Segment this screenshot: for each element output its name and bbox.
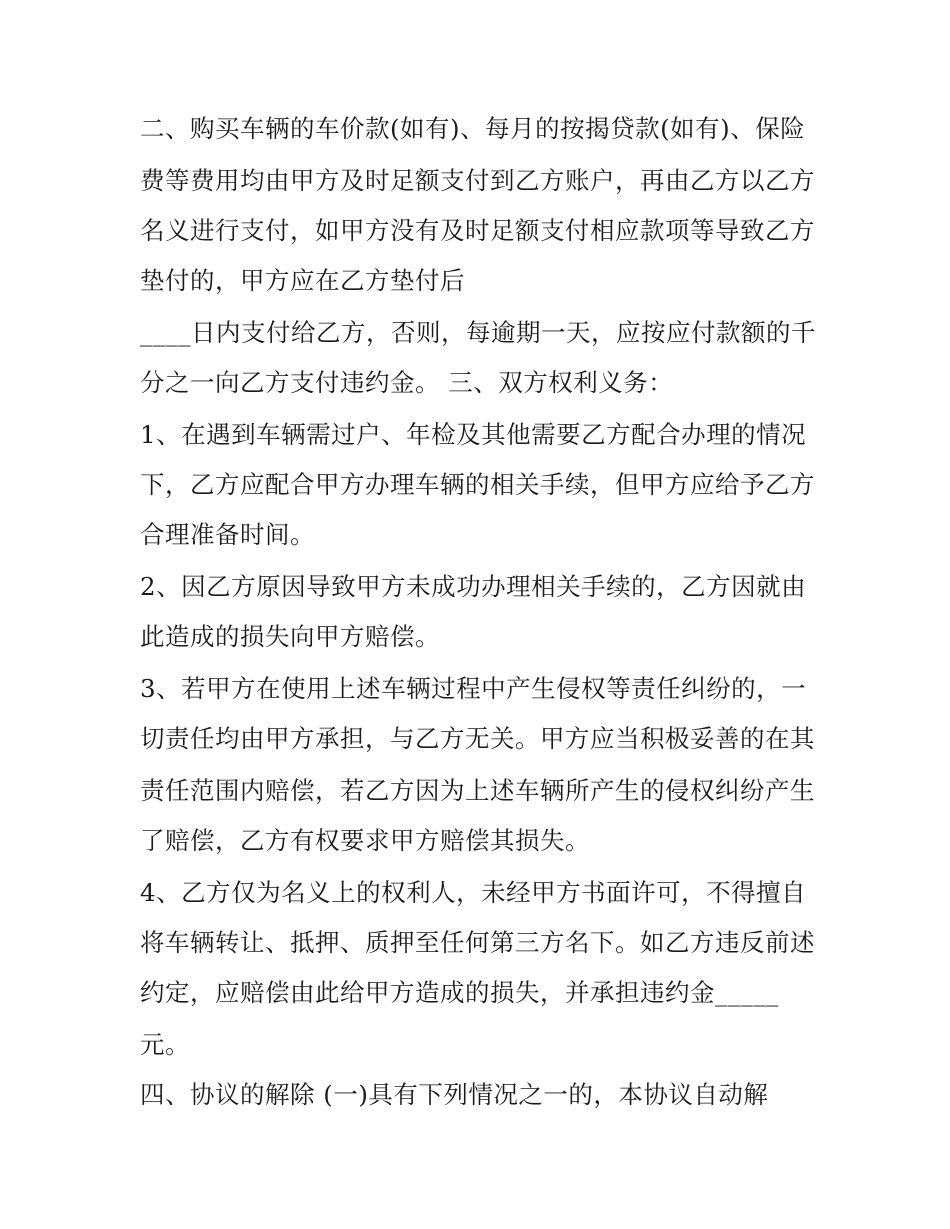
text-line: 此造成的损失向甲方赔偿。 xyxy=(140,622,440,651)
text-line: 2、因乙方原因导致甲方未成功办理相关手续的，乙方因就由 xyxy=(140,572,807,601)
text-line: 垫付的，甲方应在乙方垫付后 xyxy=(140,266,465,295)
text-line: 元。 xyxy=(140,1030,190,1059)
text-line: 4、乙方仅为名义上的权利人，未经甲方书面许可，不得擅自 xyxy=(140,878,807,907)
text-line: 将车辆转让、抵押、质押至任何第三方名下。如乙方违反前述 xyxy=(140,928,815,957)
text-line: 下，乙方应配合甲方办理车辆的相关手续，但甲方应给予乙方 xyxy=(140,470,815,499)
text-line: 责任范围内赔偿，若乙方因为上述车辆所产生的侵权纠纷产生 xyxy=(140,776,815,805)
text-line: ____日内支付给乙方，否则，每逾期一天，应按应付款额的千 xyxy=(140,318,816,347)
text-line: 合理准备时间。 xyxy=(140,520,315,549)
text-line: 费等费用均由甲方及时足额支付到乙方账户，再由乙方以乙方 xyxy=(140,166,815,195)
text-line: 3、若甲方在使用上述车辆过程中产生侵权等责任纠纷的，一 xyxy=(140,674,807,703)
text-line: 切责任均由甲方承担，与乙方无关。甲方应当积极妥善的在其 xyxy=(140,724,815,753)
text-line: 约定，应赔偿由此给甲方造成的损失，并承担违约金_____ xyxy=(140,978,779,1007)
text-line: 二、购买车辆的车价款(如有)、每月的按揭贷款(如有)、保险 xyxy=(140,114,806,143)
text-line: 1、在遇到车辆需过户、年检及其他需要乙方配合办理的情况 xyxy=(140,420,807,449)
text-line: 分之一向乙方支付违约金。 三、双方权利义务： xyxy=(140,368,674,397)
text-line: 四、协议的解除 (一)具有下列情况之一的，本协议自动解 xyxy=(140,1080,769,1109)
text-line: 了赔偿，乙方有权要求甲方赔偿其损失。 xyxy=(140,826,590,855)
text-line: 名义进行支付，如甲方没有及时足额支付相应款项等导致乙方 xyxy=(140,216,815,245)
